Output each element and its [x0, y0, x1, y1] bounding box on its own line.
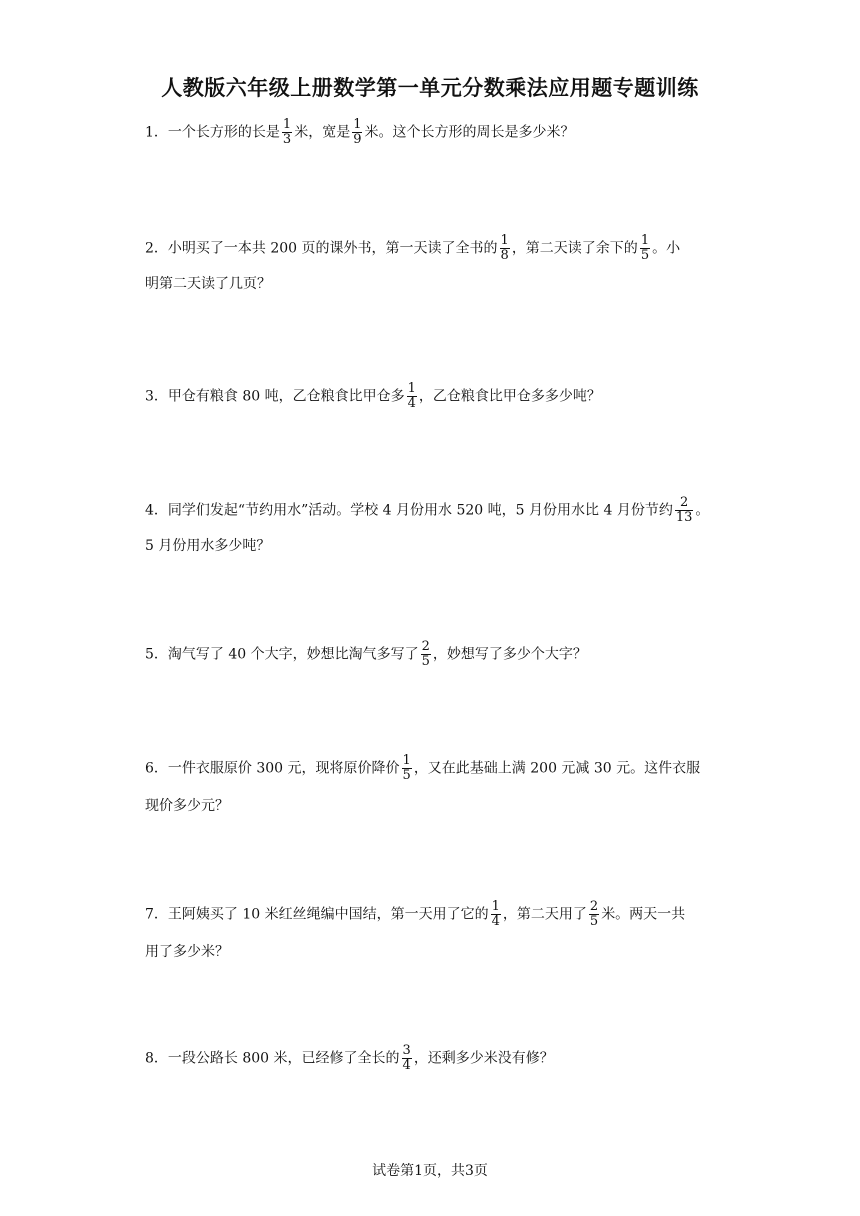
fraction-denominator: 4	[402, 1058, 411, 1073]
question-text: ，妙想写了多少个大字？	[432, 646, 587, 663]
fraction	[491, 900, 501, 929]
question-text: 明第二天读了几页？	[145, 276, 271, 292]
fraction-denominator: 5	[640, 248, 650, 263]
fraction-numerator: 1	[407, 381, 416, 396]
fraction-numerator: 2	[679, 495, 689, 510]
question-line	[145, 640, 587, 669]
fraction	[675, 496, 694, 525]
fraction-denominator: 3	[282, 132, 292, 147]
fraction-denominator: 5	[402, 768, 411, 783]
fraction-numerator: 1	[353, 117, 362, 132]
question-text: 5 月份用水多少吨？	[145, 538, 271, 554]
question-line	[145, 274, 271, 294]
fraction-denominator: 4	[407, 396, 416, 411]
question-text: 5．淘气写了 40 个大字，妙想比淘气多写了	[145, 646, 419, 663]
question-text: 。	[695, 502, 710, 519]
question-text: 米。两天一共	[601, 906, 686, 923]
question-text: 现价多少元？	[145, 798, 229, 814]
fraction-denominator: 5	[421, 654, 430, 669]
page-title: 人教版六年级上册数学第一单元分数乘法应用题专题训练	[161, 76, 699, 100]
fraction	[282, 118, 292, 147]
question-text: 米。这个长方形的周长是多少米？	[364, 124, 575, 141]
question-line	[145, 382, 601, 411]
fraction-denominator: 8	[500, 248, 509, 263]
fraction	[352, 118, 362, 147]
question-text: 7．王阿姨买了 10 米红丝绳编中国结，第一天用了它的	[145, 906, 489, 923]
question-text: ，还剩多少米没有修？	[413, 1050, 554, 1067]
fraction-numerator: 1	[500, 233, 509, 248]
fraction	[421, 640, 431, 669]
fraction-numerator: 3	[402, 1043, 411, 1058]
question-text: ，又在此基础上满 200 元减 30 元。这件衣服	[413, 760, 701, 777]
fraction-numerator: 1	[640, 233, 650, 248]
question-line	[145, 796, 229, 816]
question-line	[145, 1044, 554, 1073]
question-text: 3．甲仓有粮食 80 吨，乙仓粮食比甲仓多	[145, 388, 405, 405]
question-text: 1．一个长方形的长是	[145, 124, 280, 141]
question-text: 米，宽是	[294, 124, 351, 141]
question-text: 。小	[652, 240, 681, 257]
fraction	[407, 382, 417, 411]
fraction	[402, 754, 412, 783]
question-text: ，第二天用了	[502, 906, 587, 923]
fraction	[402, 1044, 412, 1073]
question-text: 6．一件衣服原价 300 元，现将原价降价	[145, 760, 400, 777]
fraction-numerator: 2	[589, 899, 599, 914]
question-line	[145, 900, 685, 929]
fraction-denominator: 9	[353, 132, 362, 147]
question-text: ，乙仓粮食比甲仓多多少吨？	[418, 388, 601, 405]
question-line	[145, 754, 700, 783]
fraction	[500, 234, 510, 263]
question-line	[145, 536, 270, 556]
question-line	[145, 234, 680, 263]
fraction-denominator: 4	[491, 914, 500, 929]
question-line	[145, 496, 709, 525]
question-text: 8．一段公路长 800 米，已经修了全长的	[145, 1050, 400, 1067]
fraction	[589, 900, 599, 929]
fraction-numerator: 1	[282, 117, 292, 132]
page-footer: 试卷第1页，共3页	[372, 1163, 488, 1179]
fraction	[640, 234, 650, 263]
question-text: 4．同学们发起“节约用水”活动。学校 4 月份用水 520 吨，5 月份用水比 4 月份节约	[145, 502, 673, 519]
fraction-numerator: 1	[402, 753, 411, 768]
question-line	[145, 942, 229, 962]
fraction-numerator: 1	[491, 899, 500, 914]
fraction-numerator: 2	[421, 639, 430, 654]
question-text: ，第二天读了余下的	[511, 240, 638, 257]
question-text: 用了多少米？	[145, 944, 229, 960]
question-text: 2．小明买了一本共 200 页的课外书，第一天读了全书的	[145, 240, 498, 257]
question-line	[145, 118, 574, 147]
fraction-denominator: 5	[589, 914, 599, 929]
fraction-denominator: 13	[675, 510, 693, 525]
